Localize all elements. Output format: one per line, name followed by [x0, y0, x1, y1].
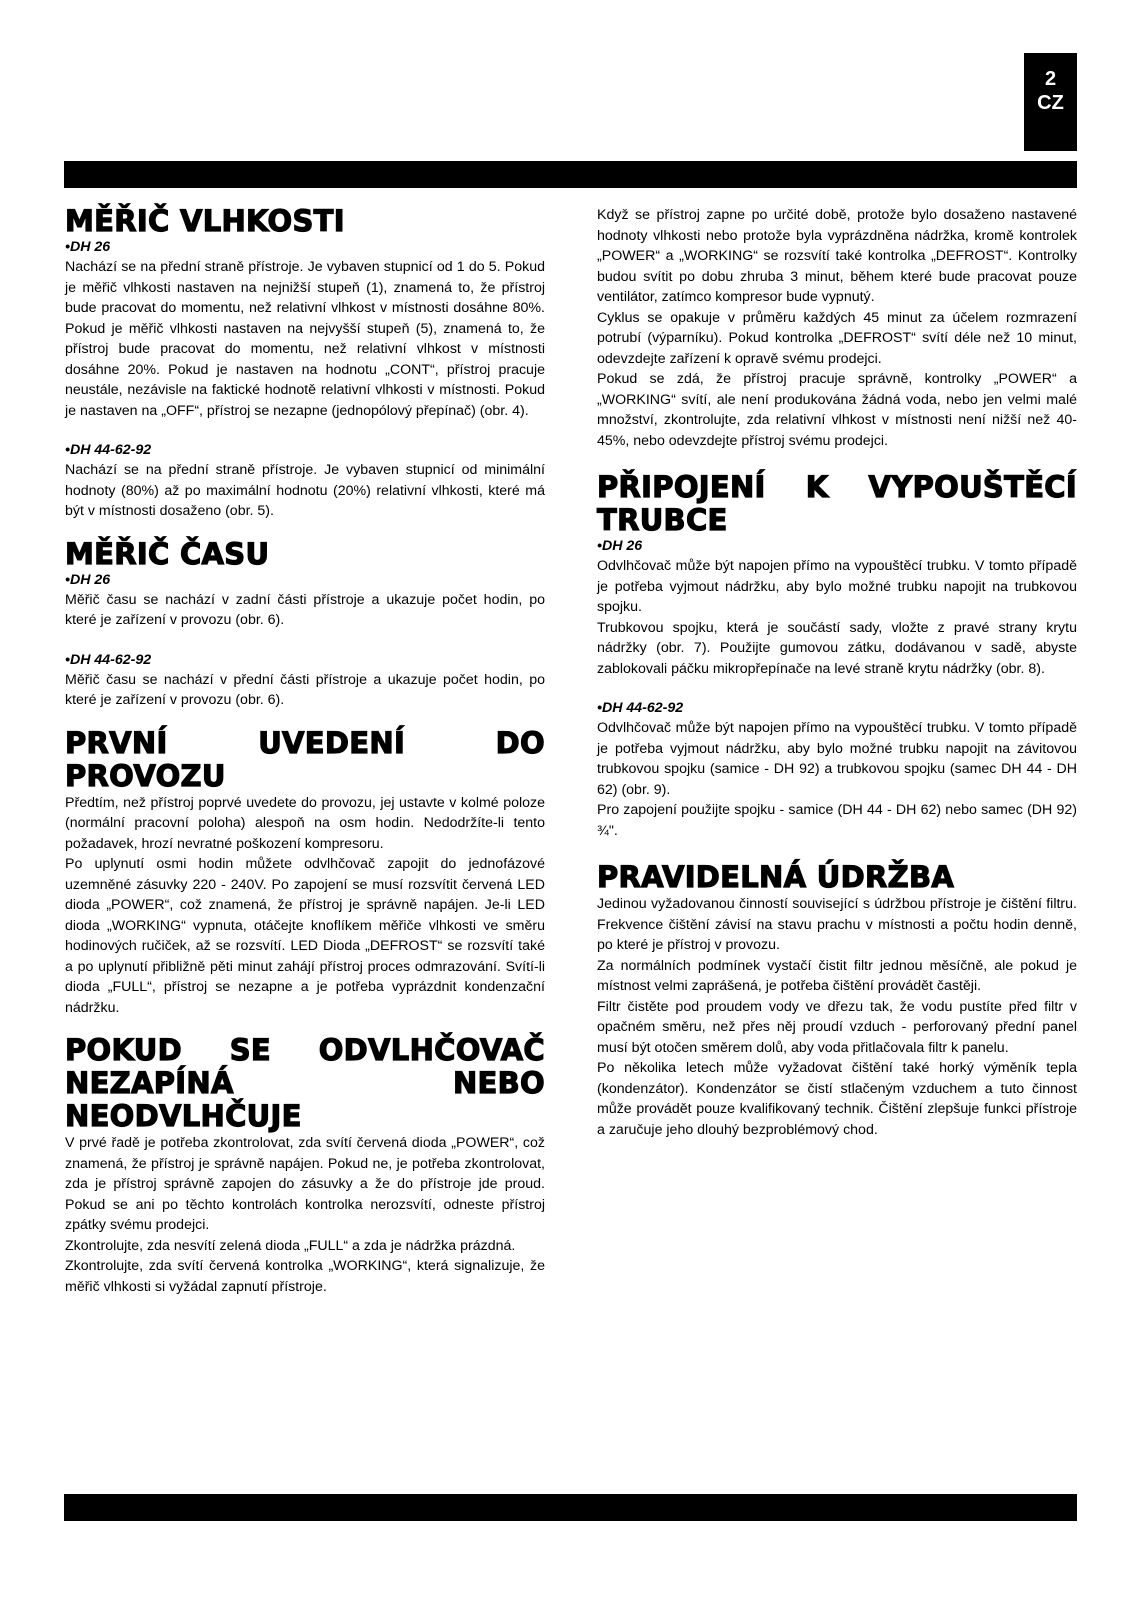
right-column	[597, 205, 1077, 1140]
paragraph: Pokud se zdá, že přístroj pracuje správně, kontrolky „POWER“ a „WORKING“ svítí, ale není produkována žádná voda, nebo jen velmi malé množství, zkontrolujte, zda relativní vlhkost v místnosti není nižší než 40-45%, nebo odevzdejte přístroj svému prodejci.	[597, 371, 1077, 449]
left-column	[65, 205, 545, 1297]
paragraph: Za normálních podmínek vystačí čistit filtr jednou měsíčně, ale pokud je místnost velmi zaprášená, je potřeba čištění provádět častěji.	[597, 957, 1077, 994]
section-title: PRVNÍ UVEDENÍ DO PROVOZU	[65, 725, 545, 793]
paragraph: Odvlhčovač může být napojen přímo na vypouštěcí trubku. V tomto případě je potřeba vyjmout nádržku, aby bylo možné trubku napojit na trubkovou spojku.	[597, 558, 1077, 615]
model-label: •DH 44-62-92	[65, 651, 152, 668]
model-label: •DH 26	[65, 239, 111, 255]
paragraph: Jedinou vyžadovanou činností související s údržbou přístroje je čištění filtru. Frekvence čištění závisí na stavu prachu v místnosti a počtu hodin denně, po které je přístroj v provozu.	[597, 896, 1077, 953]
page-number-tab	[1024, 53, 1077, 151]
paragraph: Zkontrolujte, zda svítí červená kontrolka „WORKING“, která signalizuje, že měřič vlhkosti si vyžádal zapnutí přístroje.	[65, 1258, 545, 1295]
paragraph: Pro zapojení použijte spojku - samice (DH 44 - DH 62) nebo samec (DH 92) ¾".	[597, 802, 1077, 839]
paragraph: Měřič času se nachází v přední části přístroje a ukazuje počet hodin, po které je zařízení v provozu (obr. 6).	[65, 671, 545, 708]
model-label: •DH 44-62-92	[65, 442, 152, 458]
paragraph: Odvlhčovač může být napojen přímo na vypouštěcí trubku. V tomto případě je potřeba vyjmout nádržku, aby bylo možné trubku napojit na závitovou trubkovou spojku (samice - DH 92) a trubkovou spojku (samec DH 44 - DH 62) (obr. 9).	[597, 720, 1077, 798]
paragraph: Nachází se na přední straně přístroje. Je vybaven stupnicí od 1 do 5. Pokud je měřič vlhkosti nastaven na nejnižší stupeň (1), znamená to, že přístroj bude pracovat do momentu, než relativní vlhkost v místnosti dosáhne 80%. Pokud je měřič vlhkosti nastaven na nejvyšší stupeň (5), znamená to, že přístroj bude pracovat do momentu, než relativní vlhkost v místnosti dosáhne 20%. Pokud je nastaven na hodnotu „CONT“, přístroj pracuje neustále, nezávisle na faktické hodnotě relativní vlhkosti v místnosti. Pokud je nastaven na „OFF“, přístroj se nezapne (jednopólový přepínač) (obr. 4).	[65, 259, 545, 419]
model-label: •DH 26	[597, 538, 643, 554]
page-number: 2	[1044, 68, 1057, 90]
section-title: PRAVIDELNÁ ÚDRŽBA	[597, 860, 955, 894]
paragraph: Když se přístroj zapne po určité době, protože bylo dosaženo nastavené hodnoty vlhkosti nebo protože byla vyprázdněna nádržka, kromě kontrolek „POWER“ a „WORKING“ se rozsvítí také kontrolka „DEFROST“. Kontrolky budou svítit po dobu zhruba 3 minut, během které bude pracovat pouze ventilátor, zatímco kompresor bude vypnutý.	[597, 207, 1077, 305]
paragraph: Zkontrolujte, zda nesvítí zelená dioda „FULL“ a zda je nádržka prázdná.	[65, 1237, 516, 1254]
section-time-meter	[65, 538, 545, 711]
paragraph: Cyklus se opakuje v průměru každých 45 minut za účelem rozmrazení potrubí (výparníku). Pokud kontrolka „DEFROST“ svítí déle než 10 minut, odevzdejte zařízení k opravě svému prodejci.	[597, 309, 1077, 367]
section-drain-connection	[597, 471, 1077, 841]
model-label: •DH 26	[65, 571, 111, 588]
paragraph: Po uplynutí osmi hodin můžete odvlhčovač zapojit do jednofázové uzemněné zásuvky 220 - 240V. Po zapojení se musí rozsvítit červená LED dioda „POWER“, což znamená, že přístroj je správně napájen. Je-li LED dioda „WORKING“ vypnuta, otáčejte knoflíkem měřiče vlhkosti ve směru hodinových ručiček, až se rozsvítí. LED Dioda „DEFROST“ se rozsvítí také a po uplynutí přibližně pěti minut zahájí přístroj proces odmrazování. Svítí-li dioda „FULL“, přístroj se nezapne a je potřeba vyprázdnit kondenzační nádržku.	[65, 856, 545, 1016]
section-troubleshooting	[65, 1034, 545, 1297]
paragraph: Po několika letech může vyžadovat čištění také horký výměník tepla (kondenzátor). Kondenzátor se čistí stlačeným vzduchem a tuto činnost může provádět pouze kvalifikovaný technik. Čištění zlepšuje funkci přístroje a zaručuje jeho dlouhý bezproblémový chod.	[597, 1060, 1077, 1138]
paragraph: Předtím, než přístroj poprvé uvedete do provozu, jej ustavte v kolmé poloze (normální pracovní poloha) alespoň na osm hodin. Nedodržíte-li tento požadavek, hrozí nevratné poškození kompresoru.	[65, 794, 545, 852]
footer-bar	[64, 1494, 1077, 1521]
paragraph: Filtr čistěte pod proudem vody ve dřezu tak, že vodu pustíte před filtr v opačném směru, než přes něj proudí vzduch - perforovaný přední panel musí být otočen směrem dolů, aby voda přitlačovala filtr k panelu.	[597, 998, 1077, 1056]
section-maintenance	[597, 861, 1077, 1140]
section-defrost-intro	[597, 205, 1077, 451]
header-bar	[64, 161, 1077, 188]
language-code: CZ	[1037, 92, 1064, 114]
paragraph: Nachází se na přední straně přístroje. Je vybaven stupnicí od minimální hodnoty (80%) až po maximální hodnotu (20%) relativní vlhkosti, které má být v místnosti dosaženo (obr. 5).	[65, 462, 545, 519]
section-title: POKUD SE ODVLHČOVAČ NEZAPÍNÁ NEBO NEODVLHČUJE	[65, 1033, 545, 1133]
paragraph: Měřič času se nachází v zadní části přístroje a ukazuje počet hodin, po které je zařízení v provozu (obr. 6).	[65, 591, 545, 628]
section-title: MĚŘIČ VLHKOSTI	[65, 204, 345, 238]
section-title: MĚŘIČ ČASU	[65, 536, 270, 571]
section-title: PŘIPOJENÍ K VYPOUŠTĚCÍ TRUBCE	[597, 470, 1077, 537]
section-humidity-meter	[65, 205, 545, 522]
model-label: •DH 44-62-92	[597, 700, 684, 716]
section-first-start	[65, 727, 545, 1019]
paragraph: Trubkovou spojku, která je součástí sady, vložte z pravé strany krytu nádržky (obr. 7). Použijte gumovou zátku, dodávanou v sadě, abyste zablokovali páčku mikropřepínače na levé straně krytu nádržky (obr. 8).	[597, 619, 1077, 677]
paragraph: V prvé řadě je potřeba zkontrolovat, zda svítí červená dioda „POWER“, což znamená, že přístroj je správně napájen. Pokud ne, je potřeba zkontrolovat, zda je přístroj správně zapojen do zásuvky a že do přístroje jde proud. Pokud se ani po těchto kontrolách kontrolka nerozsvítí, odneste přístroj zpátky svému prodejci.	[65, 1135, 545, 1233]
